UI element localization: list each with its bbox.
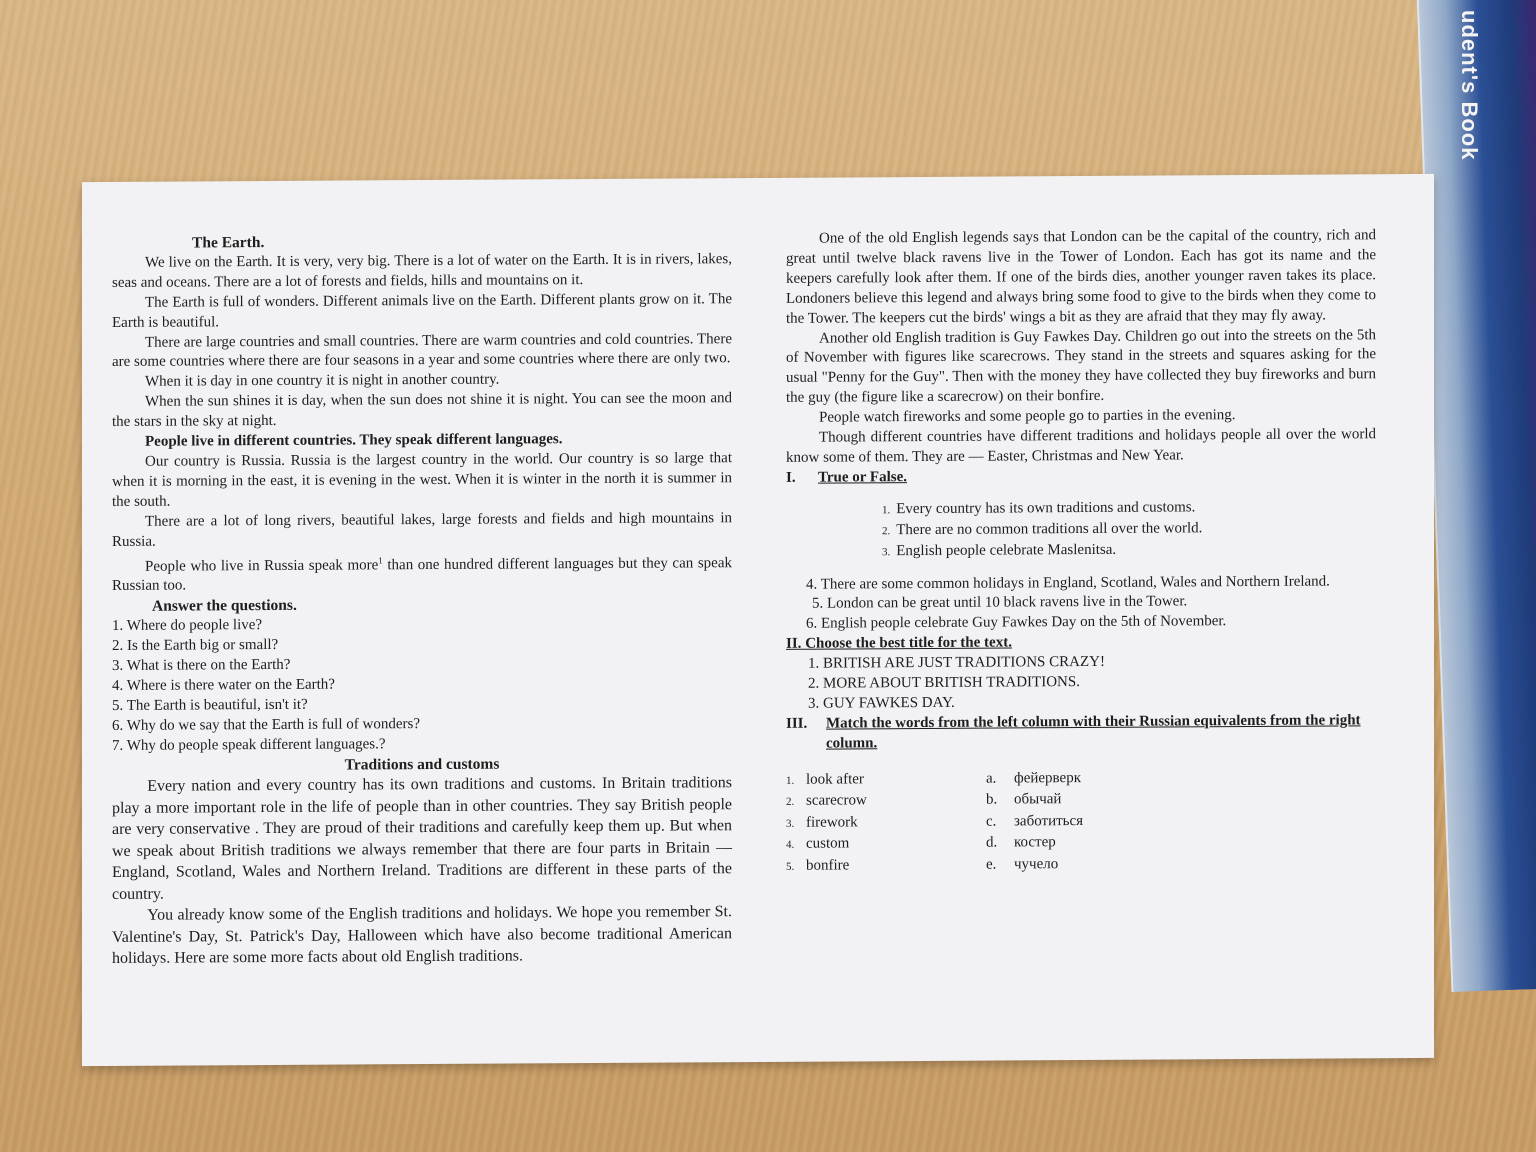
traditions-title: Traditions and customs <box>344 755 500 774</box>
traditions-paragraph: Every nation and every country has its own traditions and customs. In Britain traditions play a more important role in the life of people than in other countries. They say British people are very conservative . They are proud of their traditions and carefully keep them up. But when we speak about British traditions we always remember that there are four parts in Britain — England, Scotland, Wales and Northern Ireland. Traditions are different in these parts of the country. <box>112 774 732 903</box>
question-item: 3. What is there on the Earth? <box>112 656 291 674</box>
question-item: 6. Why do we say that the Earth is full of wonders? <box>112 715 420 734</box>
statement-item: 5. London can be great until 10 black ravens live in the Tower. <box>812 593 1188 613</box>
item-letter: c. <box>986 813 997 830</box>
match-row <box>986 768 1186 791</box>
item-letter: d. <box>986 834 998 851</box>
book-spine-title: udent's Book <box>1457 10 1482 161</box>
title-option: 3. GUY FAWKES DAY. <box>808 694 955 712</box>
statement-item: 4. There are some common holidays in England, Scotland, Wales and Northern Ireland. <box>806 573 1330 593</box>
match-row <box>786 812 986 835</box>
fireworks-paragraph: People watch fireworks and some people go to parties in the evening. <box>819 407 1236 426</box>
section-number: I. <box>786 469 796 486</box>
match-row <box>786 769 986 792</box>
title-option: 2. MORE ABOUT BRITISH TRADITIONS. <box>808 674 1080 692</box>
question-item: 1. Where do people live? <box>112 617 263 635</box>
earth-paragraph <box>112 549 732 598</box>
statement-item: 6. English people celebrate Guy Fawkes Day on the 5th of November. <box>806 613 1227 633</box>
match-row <box>986 833 1186 856</box>
statement-item <box>882 539 1376 563</box>
english-column <box>786 769 986 878</box>
russian-word: фейерверк <box>1014 769 1082 787</box>
holidays-paragraph: Though different countries have different traditions and holidays people all over the world know some of them. They are — Easter, Christmas and New Year. <box>786 426 1376 466</box>
title-option: 1. BRITISH ARE JUST TRADITIONS CRAZY! <box>808 654 1105 672</box>
section-number: III. <box>786 715 808 732</box>
left-column <box>112 230 732 970</box>
statement-text: There are no common traditions all over the world. <box>896 519 1203 538</box>
earth-paragraph: We live on the Earth. It is very, very big. There is a lot of water on the Earth. It is in rivers, lakes, seas and oceans. There are a lot of forests and fields, hills and mountains on it. <box>112 251 732 291</box>
text-span: than one hundred different languages but they can speak Russian too. <box>112 554 732 595</box>
earth-paragraph: When the sun shines it is day, when the sun does not shine it is night. You can see the moon and the stars in the sky at night. <box>112 390 732 431</box>
match-row <box>986 811 1186 834</box>
item-letter: a. <box>986 770 997 787</box>
earth-title: The Earth. <box>192 234 265 252</box>
earth-paragraph: When it is day in one country it is night in another country. <box>145 371 500 391</box>
item-number: 4. <box>786 838 795 851</box>
statement-text: Every country has its own traditions and customs. <box>896 499 1196 517</box>
item-number: 3. <box>786 817 795 830</box>
earth-paragraph: There are a lot of long rivers, beautiful lakes, large forests and fields and high mountains in Russia. <box>112 509 732 550</box>
title-options <box>786 651 1376 714</box>
item-number: 2. <box>882 524 891 537</box>
question-list <box>112 613 732 756</box>
russian-word: чучело <box>1014 855 1059 873</box>
russian-column <box>986 768 1186 877</box>
question-item: 5. The Earth is beautiful, isn't it? <box>112 696 308 714</box>
english-word: firework <box>806 814 858 831</box>
match-row <box>786 791 986 814</box>
english-word: look after <box>806 771 864 788</box>
russian-word: обычай <box>1014 791 1062 808</box>
earth-paragraph: People live in different countries. They speak different languages. <box>145 431 563 450</box>
question-item: 2. Is the Earth big or small? <box>112 637 279 655</box>
earth-paragraph: There are large countries and small countries. There are warm countries and cold countries. There are some countries where there are four seasons in a year and some countries where there are only two. <box>112 330 732 371</box>
section-title: True or False. <box>818 468 908 486</box>
section-match-heading <box>786 711 1376 754</box>
section-number: II. <box>786 635 802 653</box>
worksheet-paper <box>82 174 1434 1066</box>
item-number: 5. <box>786 860 795 873</box>
english-word: scarecrow <box>806 792 867 809</box>
item-number: 1. <box>786 774 795 787</box>
item-number: 2. <box>786 795 795 808</box>
section-title: Match the words from the left column with their Russian equivalents from the right column. <box>826 712 1361 752</box>
english-word: custom <box>806 835 850 852</box>
match-row <box>786 834 986 857</box>
question-item: 4. Where is there water on the Earth? <box>112 676 335 694</box>
russian-word: костер <box>1014 834 1056 851</box>
footnote-mark: 1 <box>378 554 383 565</box>
true-false-list <box>786 497 1376 563</box>
statement-item <box>882 497 1376 521</box>
match-row <box>986 854 1186 877</box>
earth-paragraph: The Earth is full of wonders. Different animals live on the Earth. Different plants grow on it. The Earth is beautiful. <box>112 290 732 331</box>
item-number: 3. <box>882 545 891 558</box>
right-column <box>786 226 1376 880</box>
item-letter: b. <box>986 791 998 808</box>
match-table <box>786 767 1376 881</box>
section-true-false-heading <box>786 465 1376 489</box>
statement-item <box>882 518 1376 542</box>
text-span: People who live in Russia speak more <box>145 556 379 575</box>
section-title: Choose the best title for the text. <box>805 634 1012 652</box>
traditions-paragraph: You already know some of the English traditions and holidays. We hope you remember St. Valentine's Day, St. Patrick's Day, Halloween which have also become traditional American holidays. Here are some more facts about old English traditions. <box>112 903 732 968</box>
item-number: 1. <box>882 503 891 517</box>
match-row <box>986 790 1186 813</box>
legend-paragraph: One of the old English legends says that London can be the capital of the country, rich and great until twelve black ravens live in the Tower of London. Each has got its name and the keepers carefully look after them. If one of the birds dies, another younger raven takes its place. Londoners believe this legend and always bring some food to give to the birds when they come to the Tower. The keepers cut the birds' wings a bit as they are afraid that they may fly away. <box>786 227 1376 327</box>
earth-paragraph: Our country is Russia. Russia is the largest country in the world. Our country is so large that when it is morning in the east, it is evening in the west. When it is winter in the north it is summer in the south. <box>112 450 732 510</box>
russian-word: заботиться <box>1014 812 1084 830</box>
question-item: 7. Why do people speak different languages.? <box>112 735 386 754</box>
answer-title: Answer the questions. <box>152 597 297 616</box>
english-word: bonfire <box>806 857 850 874</box>
match-row <box>786 855 986 878</box>
guy-fawkes-paragraph: Another old English tradition is Guy Fawkes Day. Children go out into the streets on the 5th of November with figures like scarecrows. They stand in the streets and squares asking for the usual "Penny for the Guy". Then with the money they have collected they buy fireworks and burn the guy (the figure like a scarecrow) on their bonfire. <box>786 326 1376 407</box>
item-letter: e. <box>986 856 997 873</box>
statement-text: English people celebrate Maslenitsa. <box>896 541 1117 559</box>
